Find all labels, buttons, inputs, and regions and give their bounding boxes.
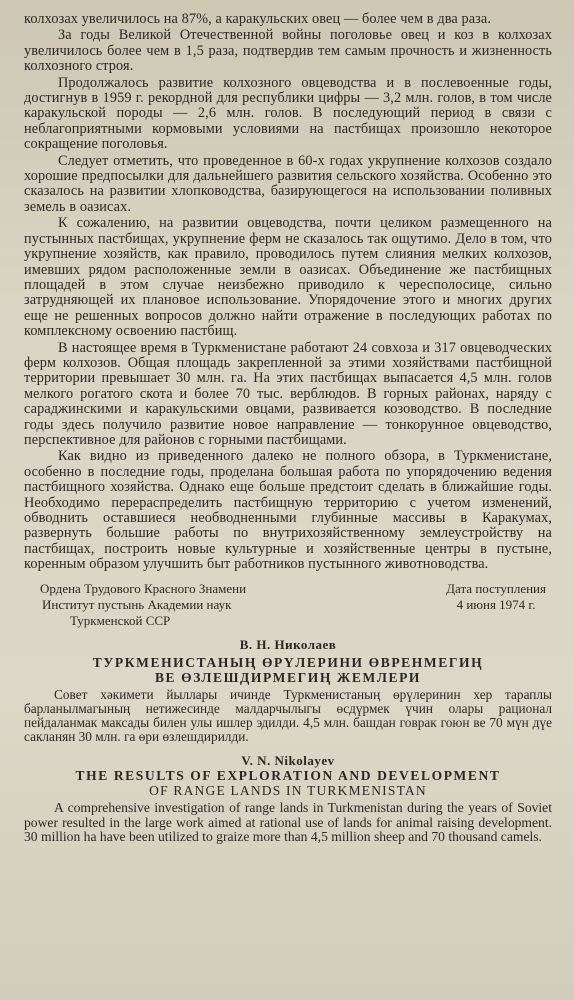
- turkmen-abstract: [24, 637, 552, 745]
- received-date-block: [446, 581, 552, 629]
- abstract-title: OF RANGE LANDS IN TURKMENISTAN: [149, 783, 427, 799]
- body-paragraph: К сожалению, на развитии овцеводства, почти целиком размещенного на пустынных пастбищах, укрупнение ферм не сказалось так ощутимо. Дело в том, что укрупнение хозяйств, как правило, проводилось путем слияния мелких колхозов, имевших рядом расположенные земли в оазисах. Объединение же пастбищных площадей в этом случае неизбежно приводило к чересполосице, сильно затрудняющей их плановое использование. Упорядочение этого и многих других еще не решенных вопросов должно найти отражение в последующих работах по комплексному освоению пастбищ.: [24, 215, 552, 340]
- abstract-title: THE RESULTS OF EXPLORATION AND DEVELOPMENT: [75, 768, 501, 784]
- abstract-author: V. N. Nikolayev: [241, 753, 335, 769]
- institution-line: Туркменской ССР: [70, 612, 171, 628]
- english-abstract: [24, 753, 552, 844]
- abstract-text: Совет хәкимети йыллары ичинде Туркменистаның өрүлеринин хер тараплы барланылмагының нетижесинде малдарчылыгы өсдүрмек үчин олары рационал пейдаланмак максады билен улы ишлер эдилди. 4,5 млн. башдан говрак гоюн ве 70 мүн дүе сакланян 30 млн. га өри өзлешдирилди.: [24, 686, 552, 745]
- body-paragraph: колхозах увеличилось на 87%, а каракульских овец — более чем в два раза.: [24, 11, 492, 27]
- body-paragraph: Как видно из приведенного далеко не полного обзора, в Туркменистане, особенно в последние годы, проделана большая работа по упорядочению ведения пастбищного хозяйства. Однако еще больше предстоит сделать в ближайшие годы. Необходимо перераспределить пастбищную территорию с учетом изменений, обводнить оставшиеся необводненными глубинные массивы в Каракумах, развернуть большие работы по внутрихозяйственному землеустройству на пастбищах, построить новые культурные и хозяйственные центры в пустыне, коренным образом улучшить быт работников пустынного животноводства.: [24, 448, 552, 573]
- institution: [24, 581, 246, 629]
- article-body: [24, 12, 552, 573]
- received-date: 4 июня 1974 г.: [456, 596, 536, 612]
- affiliation-block: [24, 581, 552, 629]
- abstract-author: В. Н. Николаев: [239, 636, 337, 652]
- institution-line: Институт пустынь Академии наук: [42, 596, 232, 612]
- body-paragraph: Продолжалось развитие колхозного овцеводства и в послевоенные годы, достигнув в 1959 г. рекордной для республики цифры — 3,2 млн. голов, в том числе каракульской породы — 2,6 млн. голов. В последующий период в связи с неблагоприятными кормовыми условиями на пастбищах произошло некоторое сокращение поголовья.: [24, 74, 552, 153]
- institution-line: Ордена Трудового Красного Знамени: [40, 580, 247, 596]
- body-paragraph: Следует отметить, что проведенное в 60-х годах укрупнение колхозов создало хорошие предпосылки для дальнейшего развития сельского хозяйства. Особенно это сказалось на развитии хлопководства, базирующегося на использовании поливных земель в оазисах.: [24, 152, 552, 215]
- abstract-title: ВЕ ӨЗЛЕШДИРМЕГИҢ ЖЕМЛЕРИ: [154, 669, 422, 685]
- received-label: Дата поступления: [446, 580, 546, 596]
- body-paragraph: В настоящее время в Туркменистане работают 24 совхоза и 317 овцеводческих ферм колхозов. Общая площадь закрепленной за этими хозяйствами пастбищной территории превышает 30 млн. га. На этих пастбищах выпасается 4,5 млн. голов мелкого рогатого скота и более 70 тыс. верблюдов. В горных районах, наряду с сараджинскими и каракульскими овцами, развивается козоводство. В последние годы здесь получило развитие новое направление — тонкорунное овцеводство, перспективное для районов с горными пастбищами.: [24, 339, 552, 448]
- abstract-text: A comprehensive investigation of range lands in Turkmenistan during the years of Soviet power resulted in the large work aimed at rational use of lands for animal raising development. 30 million ha have been utilized to graize more than 4,5 million sheep and 70 thousand camels.: [24, 800, 552, 844]
- abstract-title: ТУРКМЕНИСТАНЫҢ ӨРҮЛЕРИНИ ӨВРЕНМЕГИҢ: [92, 654, 484, 670]
- body-paragraph: За годы Великой Отечественной войны поголовье овец и коз в колхозах увеличилось более чем в 1,5 раза, подтвердив тем самым прочность и жизненность колхозного строя.: [24, 27, 552, 75]
